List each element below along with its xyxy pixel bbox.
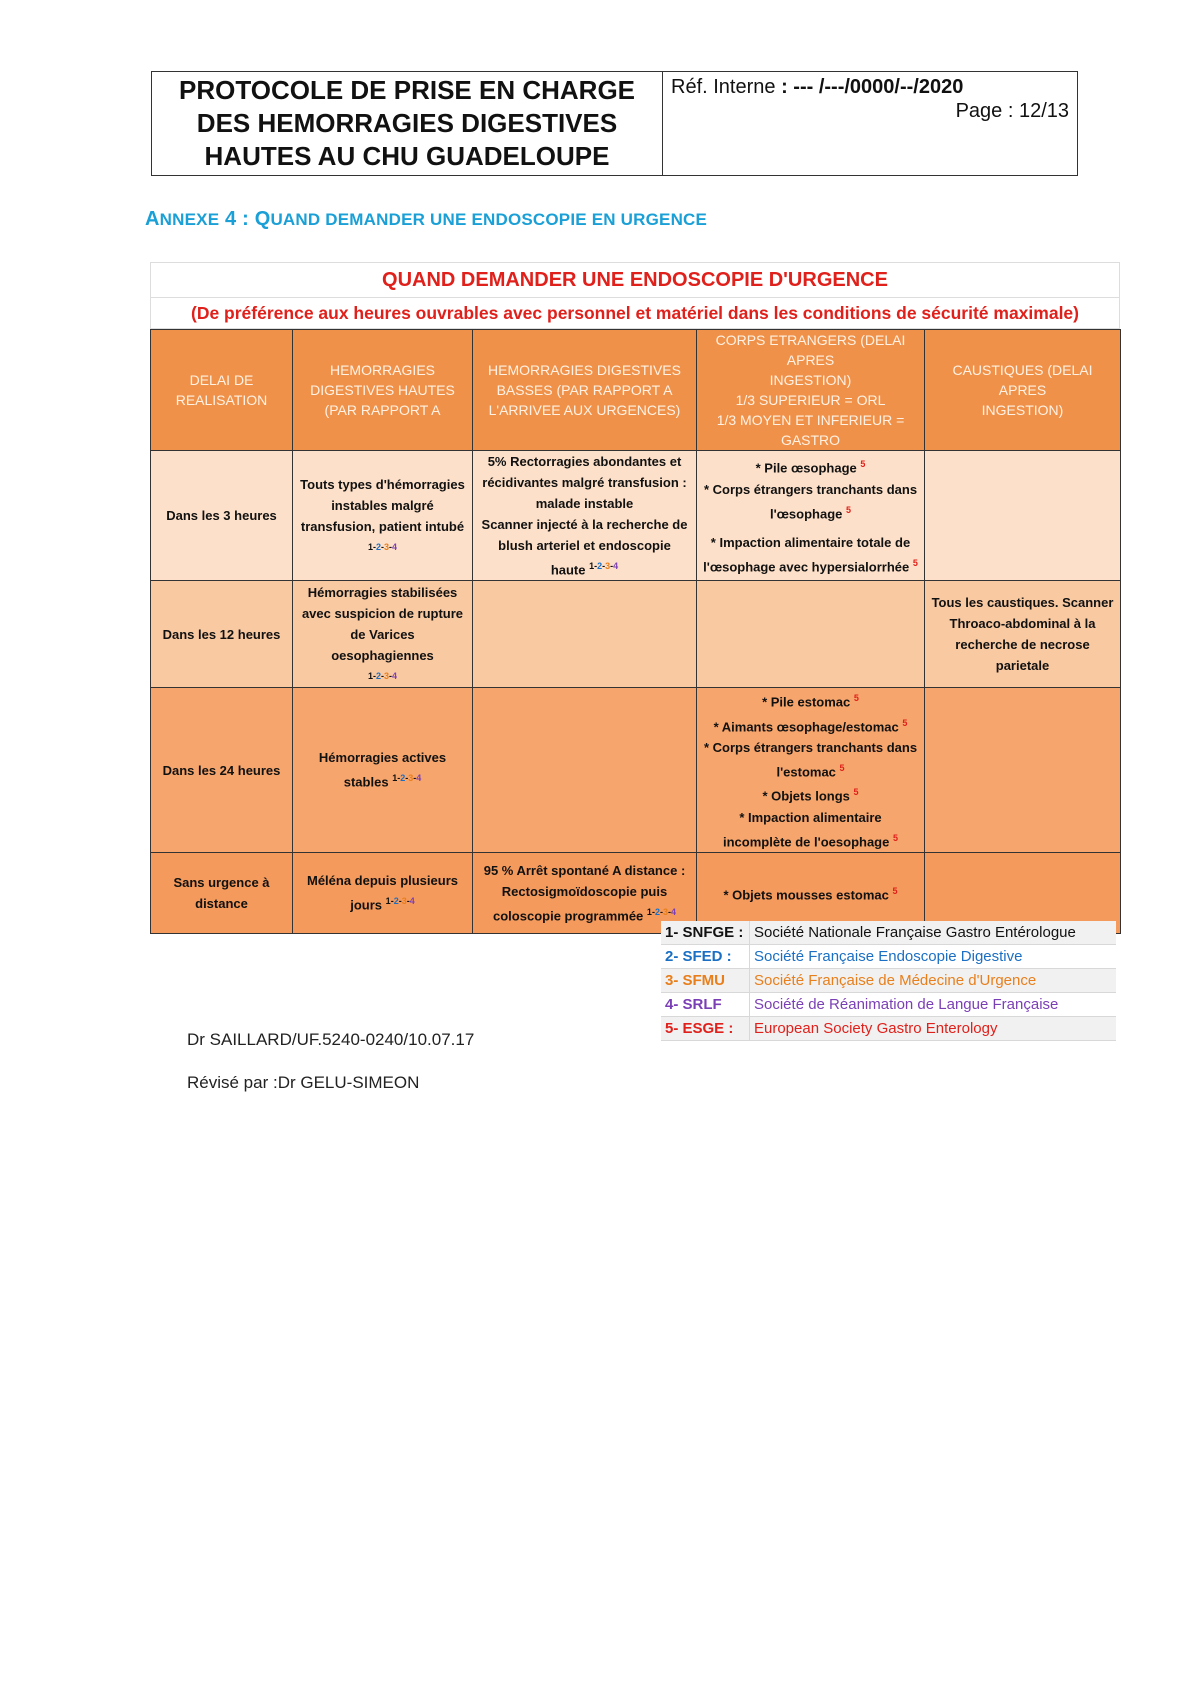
col-header-hdb <box>473 330 697 451</box>
cell-text: * Pile estomac <box>762 694 851 710</box>
cell-line: Hémorragies stabilisées <box>307 584 458 600</box>
header-line: HEMORRAGIES <box>329 362 435 378</box>
ref-separator: - <box>651 906 655 917</box>
ref-digit: 4 <box>416 773 422 784</box>
ref-digit: 4 <box>409 896 415 907</box>
cell-line: blush arteriel et endoscopie <box>498 538 671 553</box>
ref-separator: - <box>594 561 598 571</box>
cell-hdh <box>293 688 473 853</box>
cell-line: de Varices <box>350 626 415 642</box>
cell-line: Tous les caustiques. Scanner <box>931 595 1114 611</box>
table-grid <box>150 329 1121 934</box>
cell-text: stables <box>343 774 389 790</box>
document-header <box>151 71 1078 176</box>
reference-numbers <box>296 666 469 687</box>
ref-separator: - <box>372 541 376 552</box>
table-row <box>151 451 1121 581</box>
cell-line-with-ref5 <box>700 828 921 852</box>
row-delay: Dans les 12 heures <box>151 581 293 688</box>
cell-caustiques <box>925 581 1121 688</box>
ref-separator: - <box>397 773 401 784</box>
annex-letter-q: Q <box>254 208 271 230</box>
legend-row <box>661 1017 1116 1041</box>
legend-key: 1- SNFGE : <box>661 921 750 945</box>
cell-caustiques <box>925 451 1121 581</box>
cell-line: 95 % Arrêt spontané A distance : <box>483 862 686 878</box>
ref-digit: 1 <box>392 773 398 784</box>
reference-5: 5 <box>912 557 918 568</box>
ref-digit: 2 <box>375 670 381 681</box>
cell-line: * Corps étrangers tranchants dans <box>703 739 918 755</box>
ref-separator: - <box>398 896 402 907</box>
legend-row <box>661 969 1116 993</box>
annex-heading <box>145 208 707 231</box>
ref-digit: 3 <box>408 773 414 784</box>
cell-line: Sans urgence à <box>173 874 270 890</box>
header-line: 1/3 SUPERIEUR = ORL <box>735 392 886 408</box>
reference-5: 5 <box>853 787 859 798</box>
ref-digit: 3 <box>384 670 390 681</box>
ref-separator: - <box>390 896 394 907</box>
cell-corps-etrangers <box>697 581 925 688</box>
legend-value: European Society Gastro Enterology <box>750 1017 1117 1041</box>
cell-text: * Objets mousses estomac <box>723 887 889 903</box>
ref-separator: - <box>372 670 376 681</box>
cell-line: parietale <box>995 658 1050 674</box>
cell-hdb <box>473 581 697 688</box>
cell-text: l'œsophage avec hypersialorrhée <box>703 559 910 575</box>
reference-5: 5 <box>860 459 866 470</box>
cell-line: * Impaction alimentaire totale de <box>710 534 911 550</box>
annex-letter: A <box>145 208 160 230</box>
cell-line-with-ref5 <box>700 500 921 524</box>
cell-corps-etrangers <box>697 451 925 581</box>
header-line: L'ARRIVEE AUX URGENCES) <box>488 402 681 418</box>
cell-line: Rectosigmoïdoscopie puis <box>501 883 668 899</box>
reference-numbers <box>386 896 415 906</box>
annex-number: 4 : <box>219 208 255 230</box>
ref-separator: - <box>413 773 417 784</box>
cell-text: * Pile œsophage <box>755 460 857 476</box>
cell-hdb <box>473 688 697 853</box>
header-line: DIGESTIVES HAUTES <box>310 382 455 398</box>
ref-separator: - <box>406 896 410 907</box>
table-title: QUAND DEMANDER UNE ENDOSCOPIE D'URGENCE <box>150 262 1120 297</box>
header-line: HEMORRAGIES DIGESTIVES <box>488 362 681 378</box>
cell-line: Scanner injecté à la recherche de <box>481 517 688 532</box>
header-line: REALISATION <box>175 392 268 408</box>
cell-line: oesophagiennes <box>331 647 434 663</box>
row-delay: Dans les 3 heures <box>151 451 293 581</box>
table-row <box>151 581 1121 688</box>
ref-digit: 1 <box>385 896 391 907</box>
endoscopy-table <box>150 262 1120 934</box>
header-line: CAUSTIQUES (DELAI APRES <box>952 362 1093 398</box>
cell-line: distance <box>195 895 248 911</box>
cell-line-with-ref5 <box>700 688 921 712</box>
cell-text: * Aimants œsophage/estomac <box>713 718 899 734</box>
cell-line-with-ref5 <box>700 782 921 806</box>
ref-digit: 2 <box>400 773 406 784</box>
reference-5: 5 <box>902 717 908 728</box>
ref-separator: - <box>602 561 606 571</box>
reference-numbers <box>589 561 618 571</box>
ref-value: : --- /---/0000/--/2020 <box>781 76 964 98</box>
reference-legend <box>661 921 1116 1041</box>
header-line: INGESTION) <box>769 372 852 388</box>
cell-line: Méléna depuis plusieurs <box>307 873 458 889</box>
header-line: BASSES (PAR RAPPORT A <box>496 382 673 398</box>
cell-line-with-refs <box>476 556 693 580</box>
row-delay: Dans les 24 heures <box>151 688 293 853</box>
cell-line: 5% Rectorragies abondantes et <box>487 454 682 469</box>
cell-line-with-ref5 <box>700 553 921 577</box>
cell-line-with-refs <box>296 891 469 915</box>
cell-text: * Objets longs <box>762 788 850 804</box>
ref-separator: - <box>381 541 384 552</box>
cell-hdb <box>473 451 697 581</box>
reference-5: 5 <box>892 885 898 896</box>
ref-digit: 2 <box>393 896 399 907</box>
cell-line: récidivantes malgré transfusion : <box>482 475 687 490</box>
ref-digit: 4 <box>670 906 676 917</box>
cell-line-with-refs <box>296 768 469 792</box>
cell-line: instables malgré <box>331 497 434 513</box>
ref-separator: - <box>610 561 614 571</box>
title-line: HAUTES AU CHU GUADELOUPE <box>204 141 610 171</box>
cell-line: Throaco-abdominal à la <box>949 616 1096 632</box>
ref-digit: 1 <box>367 541 373 552</box>
reference-5: 5 <box>846 504 852 515</box>
legend-key: 3- SFMU <box>661 969 750 993</box>
cell-hdh <box>293 581 473 688</box>
ref-digit: 2 <box>597 561 603 571</box>
revised-by-line: Révisé par :Dr GELU-SIMEON <box>187 1073 420 1092</box>
ref-digit: 1 <box>367 670 373 681</box>
ref-label: Réf. Interne <box>671 76 776 98</box>
cell-line-with-ref5 <box>700 454 921 478</box>
ref-separator: - <box>389 541 393 552</box>
reference-5: 5 <box>839 762 845 773</box>
legend-value: Société Française Endoscopie Digestive <box>750 945 1117 969</box>
cell-text: haute <box>550 562 586 578</box>
cell-line-with-ref5 <box>700 713 921 737</box>
legend-key: 4- SRLF <box>661 993 750 1017</box>
header-line: (PAR RAPPORT A <box>324 402 441 418</box>
annex-word: NNEXE <box>159 210 220 229</box>
ref-digit: 1 <box>646 906 652 917</box>
col-header-hdh <box>293 330 473 451</box>
cell-text: l'œsophage <box>769 505 843 521</box>
table-row <box>151 688 1121 853</box>
col-header-delai <box>151 330 293 451</box>
ref-separator: - <box>405 773 409 784</box>
header-line: CORPS ETRANGERS (DELAI APRES <box>715 332 906 368</box>
reference-numbers <box>392 773 421 783</box>
reference-5: 5 <box>853 693 859 704</box>
cell-line: * Impaction alimentaire <box>739 809 882 825</box>
ref-digit: 4 <box>392 670 398 681</box>
document-meta <box>663 72 1077 175</box>
cell-text: l'estomac <box>776 764 836 780</box>
reference-numbers <box>296 537 469 558</box>
legend-value: Société de Réanimation de Langue Française <box>750 993 1117 1017</box>
ref-digit: 1 <box>589 561 595 571</box>
annex-title: UAND DEMANDER UNE ENDOSCOPIE EN URGENCE <box>270 210 708 229</box>
legend-value: Société Française de Médecine d'Urgence <box>750 969 1117 993</box>
reference-numbers <box>647 907 676 917</box>
legend-key: 5- ESGE : <box>661 1017 750 1041</box>
cell-hdh <box>293 852 473 933</box>
internal-reference <box>671 76 963 99</box>
col-header-corps-etrangers <box>697 330 925 451</box>
ref-separator: - <box>389 670 393 681</box>
document-title <box>152 72 663 175</box>
ref-separator: - <box>381 670 384 681</box>
ref-digit: 4 <box>613 561 619 571</box>
reference-5: 5 <box>892 832 898 843</box>
ref-digit: 3 <box>401 896 407 907</box>
title-line: DES HEMORRAGIES DIGESTIVES <box>196 108 618 138</box>
cell-corps-etrangers <box>697 688 925 853</box>
cell-line: recherche de necrose <box>955 637 1090 653</box>
header-line: 1/3 MOYEN ET INFERIEUR = GASTRO <box>716 412 905 448</box>
cell-line-with-ref5 <box>700 758 921 782</box>
cell-line: transfusion, patient intubé <box>300 518 465 534</box>
table-subtitle: (De préférence aux heures ouvrables avec personnel et matériel dans les conditions de sécurité maximale) <box>150 297 1120 329</box>
cell-line: malade instable <box>535 496 634 511</box>
cell-text: coloscopie programmée <box>493 908 644 924</box>
ref-digit: 3 <box>662 906 668 917</box>
ref-digit: 3 <box>605 561 611 571</box>
author-line: Dr SAILLARD/UF.5240-0240/10.07.17 <box>187 1030 475 1049</box>
row-delay <box>151 852 293 933</box>
cell-hdh <box>293 451 473 581</box>
ref-separator: - <box>667 906 671 917</box>
cell-line: Touts types d'hémorragies <box>300 476 465 492</box>
cell-text: incomplète de l'oesophage <box>723 833 890 849</box>
cell-line: * Corps étrangers tranchants dans <box>703 481 918 497</box>
legend-value: Société Nationale Française Gastro Entérologue <box>750 921 1117 945</box>
col-header-caustiques <box>925 330 1121 451</box>
ref-digit: 3 <box>384 541 390 552</box>
ref-digit: 2 <box>375 541 381 552</box>
cell-line: Hémorragies actives <box>318 750 447 766</box>
ref-digit: 4 <box>392 541 398 552</box>
cell-caustiques <box>925 688 1121 853</box>
legend-key: 2- SFED : <box>661 945 750 969</box>
cell-line: avec suspicion de rupture <box>301 605 464 621</box>
cell-line-with-ref5 <box>700 881 921 905</box>
header-line: DELAI DE <box>189 372 254 388</box>
legend-row <box>661 921 1116 945</box>
legend-row <box>661 993 1116 1017</box>
cell-text: jours <box>350 897 383 913</box>
title-line: PROTOCOLE DE PRISE EN CHARGE <box>178 75 636 105</box>
page-number: Page : 12/13 <box>955 100 1069 122</box>
header-line: INGESTION) <box>981 402 1064 418</box>
ref-digit: 2 <box>654 906 660 917</box>
table-header-row <box>151 330 1121 451</box>
ref-separator: - <box>659 906 663 917</box>
legend-row <box>661 945 1116 969</box>
